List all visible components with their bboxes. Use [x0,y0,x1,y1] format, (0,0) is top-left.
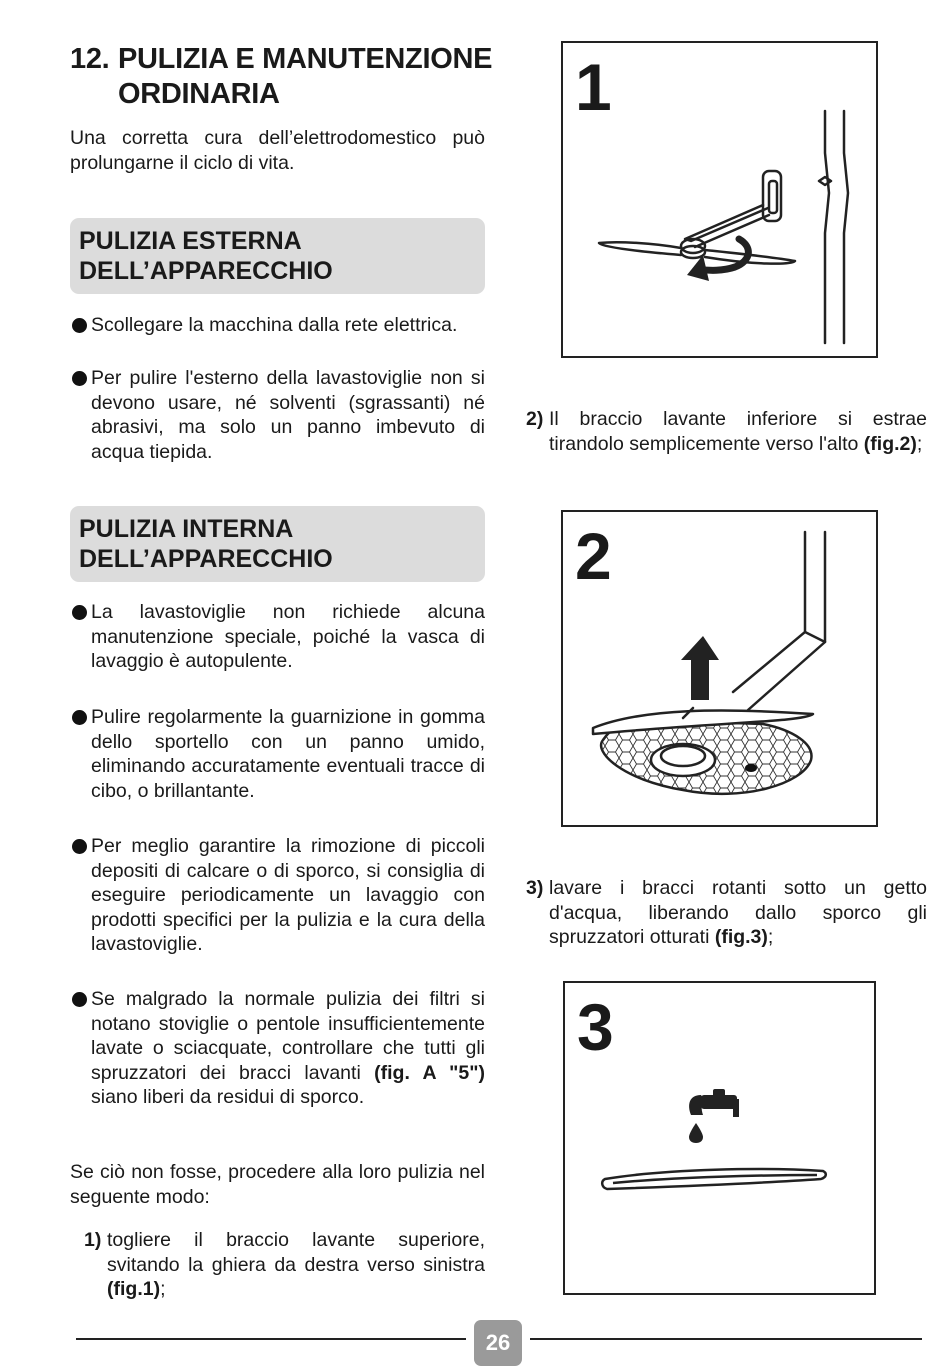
bullet-dot-icon [72,605,87,620]
figure-reference: (fig. A "5") [374,1061,485,1084]
step-number: 2) [526,408,544,430]
intro-paragraph: Una corretta cura dell’elettrodomestico può prolungarne il ciclo di vita. [70,127,485,174]
footer-rule-right [530,1338,922,1340]
figure-reference: (fig.2) [863,432,917,455]
figure-3 [563,981,876,1295]
step-item: 2) Il braccio lavante inferiore si estrae tirandolo semplicemente verso l'alto (fig.2); [526,408,927,455]
figure-2 [561,510,878,827]
bullet-item: Per pulire l'esterno della lavastoviglie non si devono usare, né solventi (sgrassanti) né abrasivi, ma solo un panno imbevuto di acqua tiepida. [70,366,485,464]
bullet-item: Scollegare la macchina dalla rete elettrica. [70,313,485,338]
bullet-dot-icon [72,371,87,386]
footer-rule-left [76,1338,466,1340]
section-title [70,42,500,112]
bullet-item: La lavastoviglie non richiede alcuna manutenzione speciale, poiché la vasca di lavaggio è autopulente. [70,600,485,674]
figure-reference: (fig.3) [714,926,768,948]
step-item: 3) lavare i bracci rotanti sotto un getto d'acqua, liberando dallo sporco gli spruzzatori otturati (fig.3); [526,877,927,948]
bullet-item: Per meglio garantire la rimozione di piccoli depositi di calcare o di sporco, si consiglia di eseguire periodicamente un lavaggio con prodotti specifici per la pulizia e la cura della lavastoviglie. [70,834,485,957]
figure-reference: (fig.1) [107,1278,161,1300]
page-number: 26 [474,1320,522,1366]
step-item: 1) togliere il braccio lavante superiore, svitando la ghiera da destra verso sinistra (fig.1); [84,1229,485,1300]
heading-internal-cleaning: PULIZIA INTERNA DELL’APPARECCHIO [70,506,485,582]
figure-label: 3 [577,990,614,1064]
heading-external-cleaning: PULIZIA ESTERNA DELL’APPARECCHIO [70,218,485,294]
figure-1 [561,41,878,358]
bullet-item: Pulire regolarmente la guarnizione in gomma dello sportello con un panno umido, eliminando accuratamente eventuali tracce di cibo, o brillantante. [70,705,485,803]
bullet-dot-icon [72,710,87,725]
figure-label: 1 [575,50,612,124]
figure-label: 2 [575,519,612,593]
bullet-dot-icon [72,839,87,854]
step-number: 1) [84,1229,102,1251]
bullet-dot-icon [72,318,87,333]
section-number: 12. [70,43,110,75]
step-number: 3) [526,877,544,899]
bullet-item: Se malgrado la normale pulizia dei filtri si notano stoviglie o pentole insufficientemente lavate o sciacquate, controllare che tutti gli spruzzatori dei bracci lavanti (fig. A "5") siano liberi da residui di sporco. [70,987,485,1110]
followup-paragraph: Se ciò non fosse, procedere alla loro pulizia nel seguente modo: [70,1161,485,1208]
bullet-dot-icon [72,992,87,1007]
section-title-text: PULIZIA E MANUTENZIONE ORDINARIA [118,43,493,110]
